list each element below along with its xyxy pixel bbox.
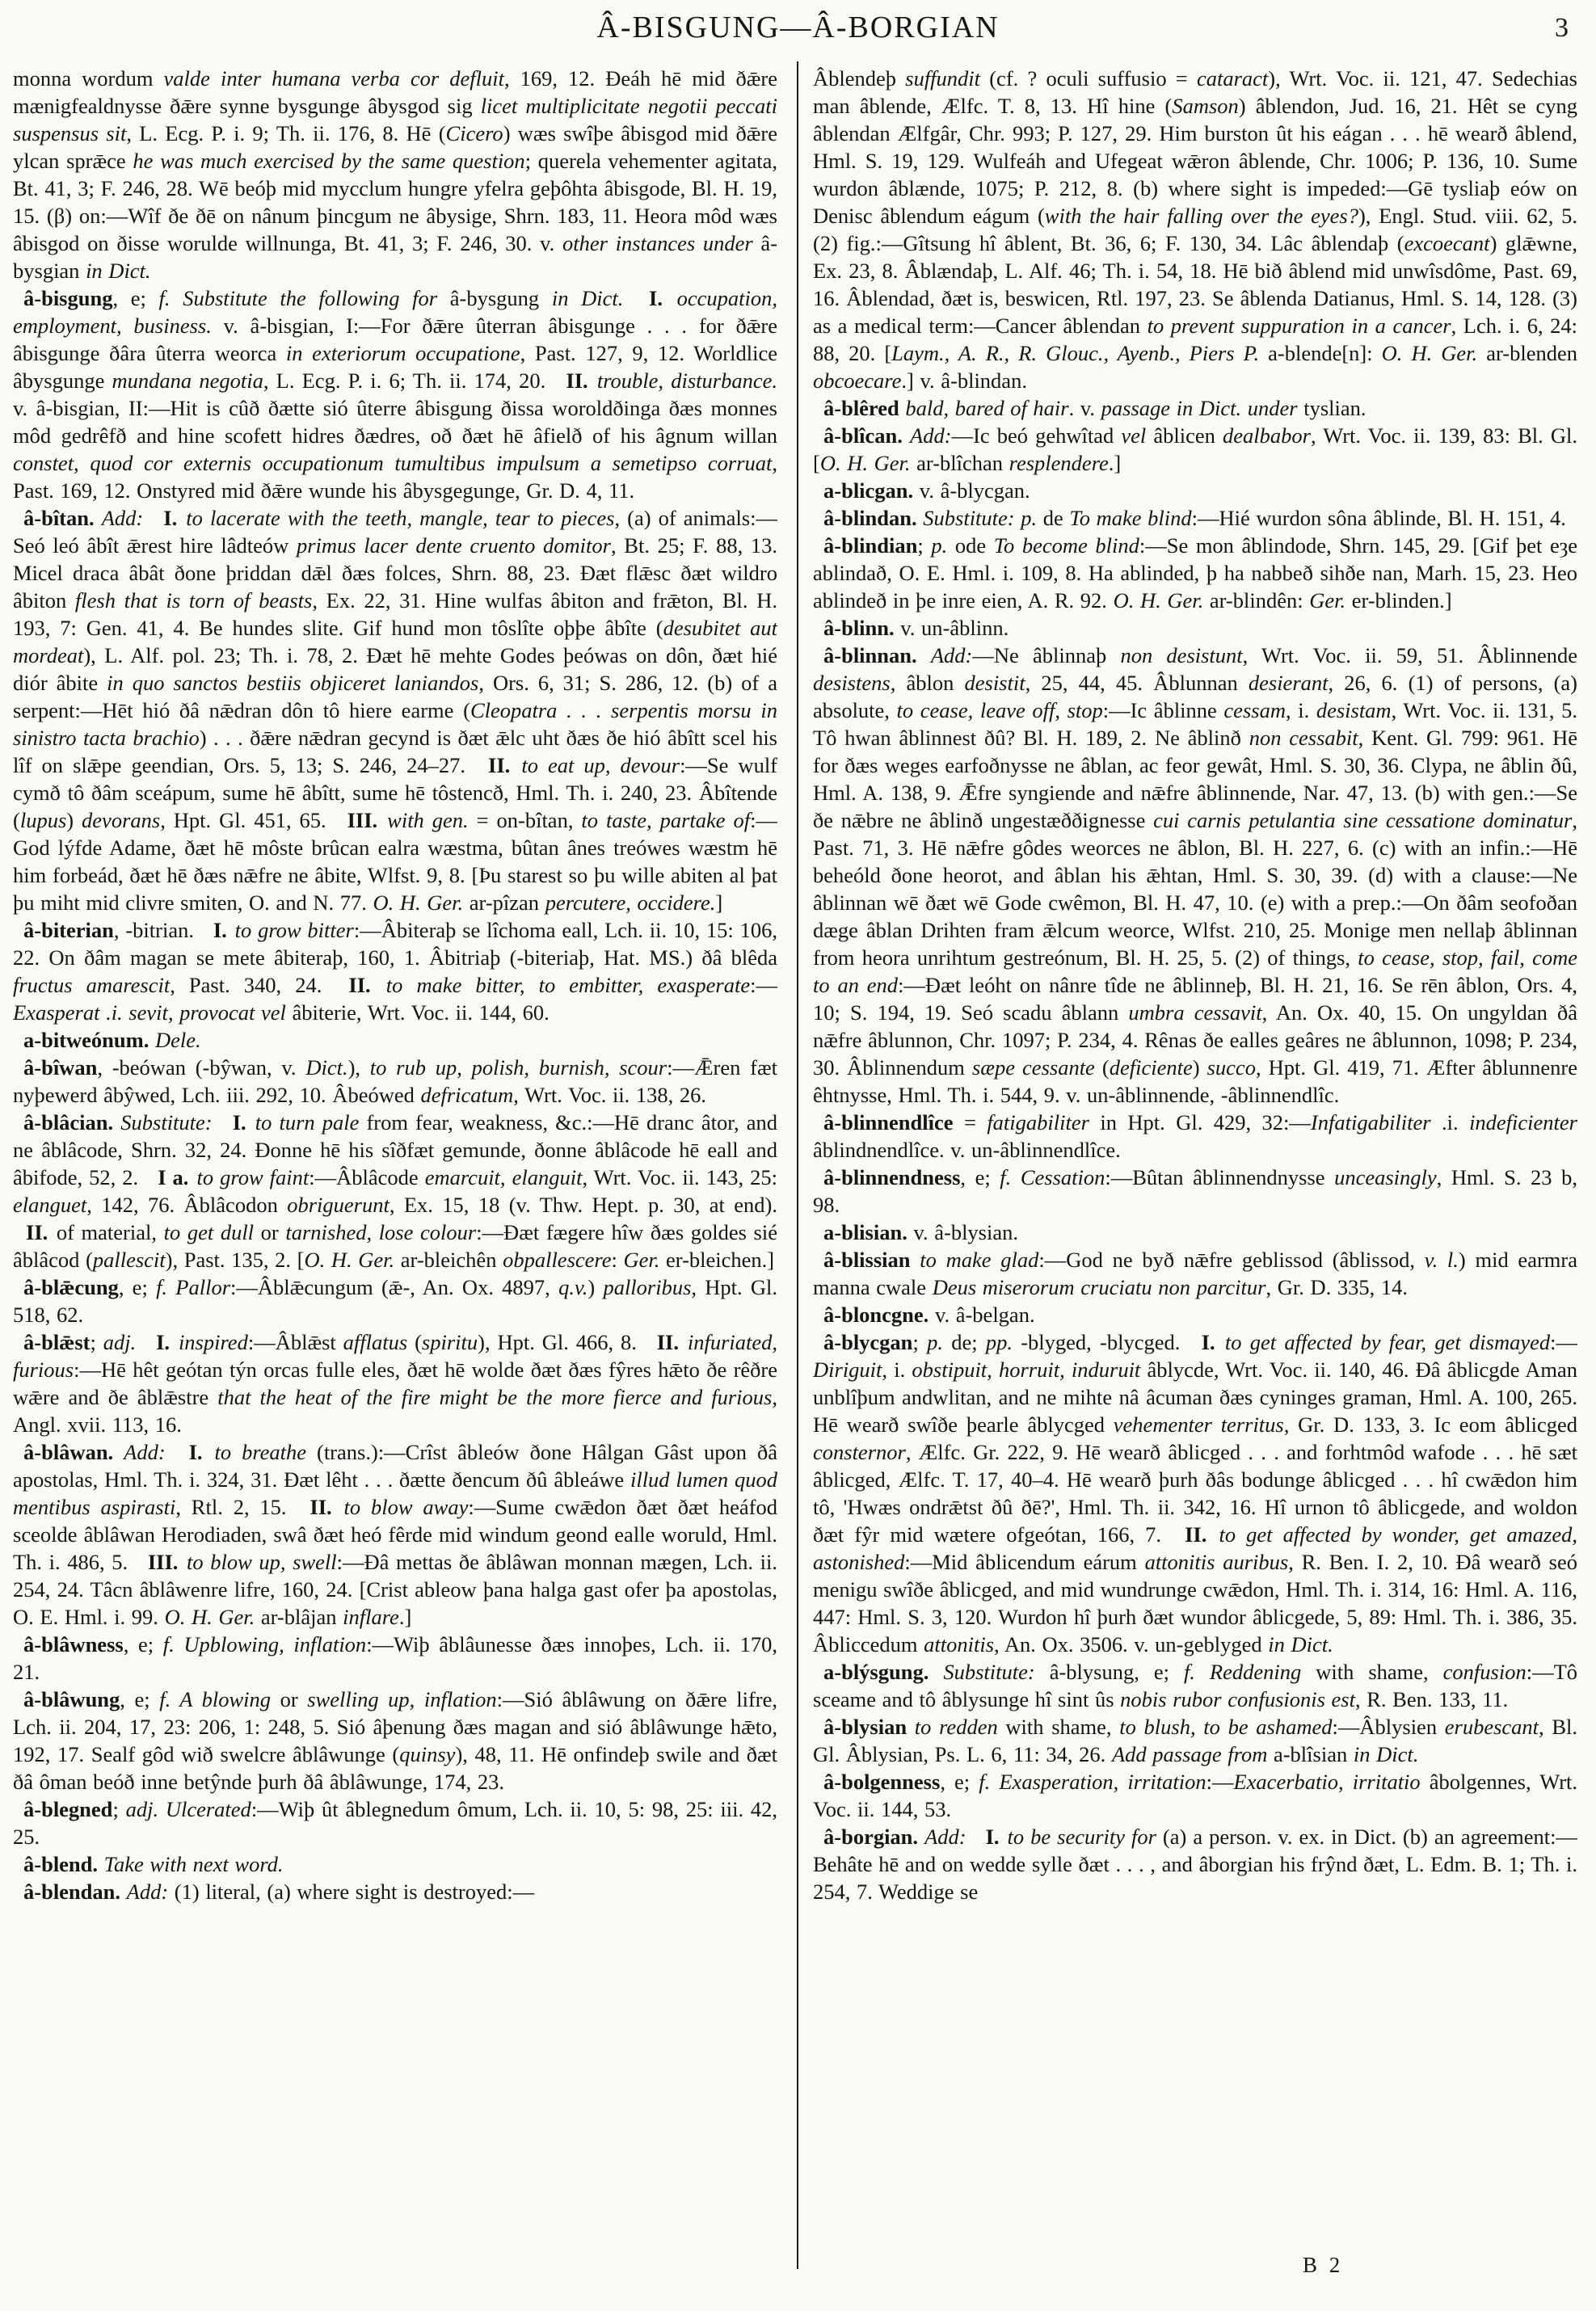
dictionary-entry: â-blinnendlîce = fatigabiliter in Hpt. Gl. 429, 32:—Infatigabiliter .i. indeficienter âblindnendlîce. v. un-âblinnendlîce. [813, 1110, 1577, 1162]
page-number: 3 [1555, 13, 1569, 43]
dictionary-entry: â-blǣst; adj. I. inspired:—Âblǣst afflatus (spiritu), Hpt. Gl. 466, 8. II. infuriated, furious:—Hē hêt geótan týn orcas fulle eles, ðæt hē wolde ðæt ðæs fŷres hǣto ðe rêðre wǣre and ðe âblǣstre that the heat of the fire might be the more fierce and furious, Angl. xvii. 113, 16. [13, 1330, 777, 1437]
dictionary-entry: â-blysian to redden with shame, to blush, to be ashamed:—Âblysien erubescant, Bl. Gl. Âblysian, Ps. L. 6, 11: 34, 26. Add passage from a-blîsian in Dict. [813, 1715, 1577, 1766]
dictionary-entry: â-blâwness, e; f. Upblowing, inflation:—Wiþ âblâunesse ðæs innoþes, Lch. ii. 170, 21. [13, 1632, 777, 1684]
dictionary-entry: â-blǣcung, e; f. Pallor:—Âblǣcungum (ǣ-, An. Ox. 4897, q.v.) palloribus, Hpt. Gl. 518, 62. [13, 1275, 777, 1327]
dictionary-entry: â-blêred bald, bared of hair. v. passage in Dict. under tyslian. [823, 396, 1366, 420]
dictionary-entry: â-blend. Take with next word. [23, 1852, 284, 1876]
signature-mark: B 2 [1303, 2253, 1344, 2277]
dictionary-entry: â-bloncgne. v. â-belgan. [823, 1303, 1035, 1327]
dictionary-entry: â-blindan. Substitute: p. de To make blind:—Hié wurdon sôna âblinde, Bl. H. 151, 4. [823, 506, 1566, 530]
dictionary-entry: a-blýsgung. Substitute: â-blysung, e; f. Reddening with shame, confusion:—Tô sceame and tô âblysunge hî sint ûs nobis rubor confusionis est, R. Ben. 133, 11. [813, 1660, 1577, 1711]
dictionary-entry: a-blisian. v. â-blysian. [823, 1220, 1018, 1244]
dictionary-entry: â-blîcan. Add:—Ic beó gehwîtad vel âblicen dealbabor, Wrt. Voc. ii. 139, 83: Bl. Gl. [O. H. Ger. ar-blîchan resplendere.] [813, 423, 1577, 475]
dictionary-entry: â-blegned; adj. Ulcerated:—Wiþ ût âblegnedum ômum, Lch. ii. 10, 5: 98, 25: iii. 42, 25. [13, 1797, 777, 1849]
dictionary-entry: â-biterian, -bitrian. I. to grow bitter:—Âbiteraþ se lîchoma eall, Lch. ii. 10, 15: 106, 22. On ðâm magan se mete âbiteraþ, 160, 1. Âbitriaþ (-biteriaþ, Hat. MS.) ðâ blêda fructus amarescit, Past. 340, 24. II. to make bitter, to embitter, exasperate:—Exasperat .i. sevit, provocat vel âbiterie, Wrt. Voc. ii. 144, 60. [13, 918, 777, 1025]
dictionary-entry: â-blindian; p. ode To become blind:—Se mon âblindode, Shrn. 145, 29. [Gif þet eȝe ablindað, O. E. Hml. i. 109, 8. Ha ablinded, þ ha nabbeð sihðe nan, Marh. 15, 23. Heo ablindeð in þe inre eien, A. R. 92. O. H. Ger. ar-blindên: Ger. er-blinden.] [813, 533, 1577, 612]
dictionary-entry: â-blendan. Add: (1) literal, (a) where sight is destroyed:— [23, 1880, 535, 1904]
dictionary-entry: â-borgian. Add: I. to be security for (a) a person. v. ex. in Dict. (b) an agreement:—Behâte hē and on wedde sylle ðæt . . . , and âborgian his frŷnd ðæt, L. Edm. B. 1; Th. i. 254, 7. Weddige se [813, 1825, 1577, 1904]
dictionary-entry: â-bolgenness, e; f. Exasperation, irritation:—Exacerbatio, irritatio âbolgennes, Wrt. Voc. ii. 144, 53. [813, 1770, 1577, 1821]
dictionary-entry: â-blâwan. Add: I. to breathe (trans.):—Crîst âbleów ðone Hâlgan Gâst upon ðâ apostolas, Hml. Th. i. 324, 31. Ðæt lêht . . . ðætte ðencum ðû âbleáwe illud lumen quod mentibus aspirasti, Rtl. 2, 15. II. to blow away:—Sume cwǣdon ðæt ðæt heáfod sceolde âblâwan Herodiaden, swâ ðæt heó fêrde mid windum geond ealle woruld, Hml. Th. i. 486, 5. III. to blow up, swell:—Ðâ mettas ðe âblâwan monnan mægen, Lch. ii. 254, 24. Tâcn âblâwenre lifre, 160, 24. [Crist ableow þana halga gast ofer þa apostolas, O. E. Hml. i. 99. O. H. Ger. ar-blâjan inflare.] [13, 1440, 777, 1629]
dictionary-entry: â-blinn. v. un-âblinn. [823, 616, 1009, 640]
column-divider [797, 61, 798, 2269]
dictionary-entry: â-blycgan; p. de; pp. -blyged, -blycged. I. to get affected by fear, get dismayed:—Diriguit, i. obstipuit, horruit, induruit âblycde, Wrt. Voc. ii. 140, 46. Ðâ âblicgde Aman unblîþum andwlitan, and ne mihte nâ âcuman ðæs cyninges graman, Hml. A. 100, 265. Hē wearð swîðe þearle âblycged vehementer territus, Gr. D. 133, 3. Ic eom âblicged consternor, Ælfc. Gr. 222, 9. Hē wearð âblicged . . . and forhtmôd wafode . . . hē sæt âblicged, Ælfc. T. 17, 40–4. Hē wearð þurh ðâs bodunge âblicged . . . hî cwǣdon him tô, 'Hwæs ondrǣtst ðû ðē?', Hml. Th. ii. 342, 16. Hî urnon tô âblicgede, and woldon ðæt fŷr mid wætere ofgeótan, 166, 7. II. to get affected by wonder, get amazed, astonished:—Mid âblicendum eárum attonitis auribus, R. Ben. I. 2, 10. Ðâ wearð seó menigu swîðe âblicged, and mid wundrunge cwǣdon, Hml. Th. i. 314, 16: Hml. A. 116, 447: Hml. S. 3, 120. Wurdon hî þurh ðæt wundor âblicgede, 5, 89: Hml. Th. i. 386, 35. Âbliccedum attonitis, An. Ox. 3506. v. un-geblyged in Dict. [813, 1330, 1577, 1656]
dictionary-entry: â-bîwan, -beówan (-bŷwan, v. Dict.), to rub up, polish, burnish, scour:—Ǣren fæt nyþewerd âbŷwed, Lch. iii. 292, 10. Âbeówed defricatum, Wrt. Voc. ii. 138, 26. [13, 1055, 777, 1107]
dictionary-entry: â-blissian to make glad:—God ne byð nǣfre geblissod (âblissod, v. l.) mid earmra manna cwale Deus miserorum cruciatu non parcitur, Gr. D. 335, 14. [813, 1248, 1577, 1299]
dictionary-entry: â-blinnan. Add:—Ne âblinnaþ non desistunt, Wrt. Voc. ii. 59, 51. Âblinnende desistens, âblon desistit, 25, 44, 45. Âblunnan desierant, 26, 6. (1) of persons, (a) absolute, to cease, leave off, stop:—Ic âblinne cessam, i. desistam, Wrt. Voc. ii. 131, 5. Tô hwan âblinnest ðû? Bl. H. 189, 2. Ne âblinð non cessabit, Kent. Gl. 799: 961. Hē for ðæs weges earfoðnysse ne âblan, ac feor gewât, Hml. S. 30, 36. Clypa, ne âblin ðû, Hml. A. 138, 9. Ǣfre syngiende and nǣfre âblinnende, Nar. 47, 13. (b) with gen.:—Se ðe nǣbre ne âblinð ungestæððignesse cui carnis petulantia sine cessatione dominatur, Past. 71, 3. Hē nǣfre gôdes weorces ne âblon, Bl. H. 227, 6. (c) with an infin.:—Hē beheóld ðone heorot, and âblan his ǣhtan, Hml. S. 30, 39. (d) with a clause:—Ne âblinnan wē ðæt wē Gode cwêmon, Bl. H. 47, 10. (e) with a prep.:—On ðâm seofoðan dæge âblan Drihten fram ǣlcum weorce, Wlfst. 210, 25. Monige men nellaþ âblinnan from heora unrihtum gestreónum, Bl. H. 25, 5. (2) of things, to cease, stop, fail, come to an end:—Ðæt leóht on nânre tîde ne âblinneþ, Bl. H. 21, 16. Se rēn âblon, Ors. 4, 10; S. 194, 19. Seó scadu âblann umbra cessavit, An. Ox. 40, 15. On ungyldan ðâ nǣfre âblunnon, Chr. 1097; P. 234, 4. Rênas ðe ealles geâres ne âblunnon, 1098; P. 234, 30. Âblinnendum sæpe cessante (deficiente) succo, Hpt. Gl. 419, 71. Æfter âblunnenre êhtnysse, Hml. Th. i. 544, 9. v. un-âblinnende, -âblinnendlîc. [813, 643, 1577, 1107]
left-column [13, 65, 777, 2275]
dictionary-entry: monna wordum valde inter humana verba cor defluit, 169, 12. Ðeáh hē mid ðǣre mænigfealdnysse ðǣre synne bysgunge âbysgod sig licet multiplicitate negotii peccati suspensus sit, L. Ecg. P. i. 9; Th. ii. 176, 8. Hē (Cicero) wæs swîþe âbisgod mid ðǣre ylcan sprǣce he was much exercised by the same question; querela vehementer agitata, Bt. 41, 3; F. 246, 28. Wē beóþ mid mycclum hungre yfelra geþôhta âbisgode, Bl. H. 19, 15. (β) on:—Wîf ðe ðē on nânum þincgum ne âbysige, Shrn. 183, 11. Heora môd wæs âbisgod on ðisse worulde willnunga, Bt. 41, 3; F. 246, 30. v. other instances under â-bysgian in Dict. [13, 66, 777, 283]
dictionary-entry: â-bîtan. Add: I. to lacerate with the teeth, mangle, tear to pieces, (a) of animals:—Seó leó âbît ǣrest hire lâdteów primus lacer dente cruento domitor, Bt. 25; F. 88, 13. Micel draca âbât ðone þriddan dǣl ðæs folces, Shrn. 88, 23. Ðæt flǣsc ðæt wildro âbiton flesh that is torn of beasts, Ex. 22, 31. Hine wulfas âbiton and frǣton, Bl. H. 193, 7: Gen. 41, 4. Be hundes slite. Gif hund mon tôslîte oþþe âbîte (desubitet aut mordeat), L. Alf. pol. 23; Th. i. 78, 2. Ðæt hē mehte Godes þeówas on dôn, ðæt hié diór âbite in quo sanctos bestiis objiceret laniandos, Ors. 6, 31; S. 286, 12. (b) of a serpent:—Hēt hió ðâ nǣdran dôn tô hiere earme (Cleopatra . . . serpentis morsu in sinistro tacta brachio) . . . ðǣre nǣdran gecynd is ðæt ǣlc uht ðæs ðe hió âbîtt scel his lîf on slǣpe geendian, Ors. 5, 13; S. 246, 24–27. II. to eat up, devour:—Se wulf cymð tô ðâm sceápum, sume hē âbîtt, sume hē tôstencð, Hml. Th. i. 240, 23. Âbîtende (lupus) devorans, Hpt. Gl. 451, 65. III. with gen. = on-bîtan, to taste, partake of:—God lýfde Adame, ðæt hē môste brûcan ealra wæstma, bûtan ânes treówes wæstm hē him forbeád, ðæt hē ðæs nǣfre ne âbite, Wlfst. 9, 8. [Þu starest so þu wille abiten al þat þu miht mid clivre smiten, O. and N. 77. O. H. Ger. ar-pîzan percutere, occidere.] [13, 506, 777, 915]
dictionary-entry: a-blicgan. v. â-blycgan. [823, 478, 1030, 503]
dictionary-entry: â-blâcian. Substitute: I. to turn pale from fear, weakness, &c.:—Hē dranc âtor, and ne âblâcode, Shrn. 32, 24. Ðonne hē his sîðfæt gemunde, ðonne âblâcode hē eall and âbifode, 52, 2. I a. to grow faint:—Âblâcode emarcuit, elanguit, Wrt. Voc. ii. 143, 25: elanguet, 142, 76. Âblâcodon obriguerunt, Ex. 15, 18 (v. Thw. Hept. p. 30, at end). II. of material, to get dull or tarnished, lose colour:—Ðæt fægere hîw ðæs goldes sié âblâcod (pallescit), Past. 135, 2. [O. H. Ger. ar-bleichên obpallescere: Ger. er-bleichen.] [13, 1110, 777, 1272]
dictionary-entry: Âblendeþ suffundit (cf. ? oculi suffusio = cataract), Wrt. Voc. ii. 121, 47. Sedechias man âblende, Ælfc. T. 8, 13. Hî hine (Samson) âblendon, Jud. 16, 21. Hêt se cyng âblendan Ælfgâr, Chr. 993; P. 127, 29. Him burston ût his eágan . . . hē wearð âblend, Hml. S. 19, 129. Wulfeáh and Ufegeat wǣron âblende, Chr. 1006; P. 136, 10. Sume wurdon âblænde, 1075; P. 212, 8. (b) where sight is impeded:—Gē tysliaþ eów on Denisc âblendum eágum (with the hair falling over the eyes?), Engl. Stud. viii. 62, 5. (2) fig.:—Gîtsung hî âblent, Bt. 36, 6; F. 130, 34. Lâc âblendaþ (excoecant) glǣwne, Ex. 23, 8. Âblændaþ, L. Alf. 46; Th. i. 54, 18. Hē bið âblend mid unwîsdôme, Past. 69, 16. Âblendad, ðæt is, beswicen, Rtl. 197, 23. Se âblenda Datianus, Hml. S. 14, 128. (3) as a medical term:—Cancer âblendan to prevent suppuration in a cancer, Lch. i. 6, 24: 88, 20. [Laym., A. R., R. Glouc., Ayenb., Piers P. a-blende[n]: O. H. Ger. ar-blenden obcoecare.] v. â-blindan. [813, 66, 1577, 393]
dictionary-entry: â-bisgung, e; f. Substitute the following for â-bysgung in Dict. I. occupation, employment, business. v. â-bisgian, I:—For ðǣre ûterran âbisgunge . . . for ðǣre âbisgunge ðâra ûterra weorca in exteriorum occupatione, Past. 127, 9, 12. Worldlice âbysgunge mundana negotia, L. Ecg. P. i. 6; Th. ii. 174, 20. II. trouble, disturbance. v. â-bisgian, II:—Hit is cûð ðætte sió ûterre âbisgung ðissa woroldðinga ðæs monnes môd gedrêfð and hine scofett hidres ðædres, oð ðæt hē âfielð of his âgnum willan constet, quod cor externis occupationum tumultibus impulsum a semetipso corruat, Past. 169, 12. Onstyred mid ðǣre wunde his âbysgegunge, Gr. D. 4, 11. [13, 286, 777, 503]
page-title: Â-BISGUNG—Â-BORGIAN [596, 11, 1000, 44]
dictionary-entry: â-blâwung, e; f. A blowing or swelling up, inflation:—Sió âblâwung on ðǣre lifre, Lch. ii. 204, 17, 23: 206, 1: 248, 5. Sió âþenung ðæs magan and sió âblâwunge hǣto, 192, 17. Sealf gôd wið swelcre âblâwunge (quinsy), 48, 11. Hē onfindeþ swile and ðæt ðâ ôman beóð inne betŷnde þurh ðâ âblâwunge, 174, 23. [13, 1687, 777, 1794]
dictionary-entry: a-bitweónum. Dele. [23, 1028, 201, 1052]
right-column [813, 65, 1577, 2275]
dictionary-entry: â-blinnendness, e; f. Cessation:—Bûtan âblinnendnysse unceasingly, Hml. S. 23 b, 98. [813, 1165, 1577, 1217]
